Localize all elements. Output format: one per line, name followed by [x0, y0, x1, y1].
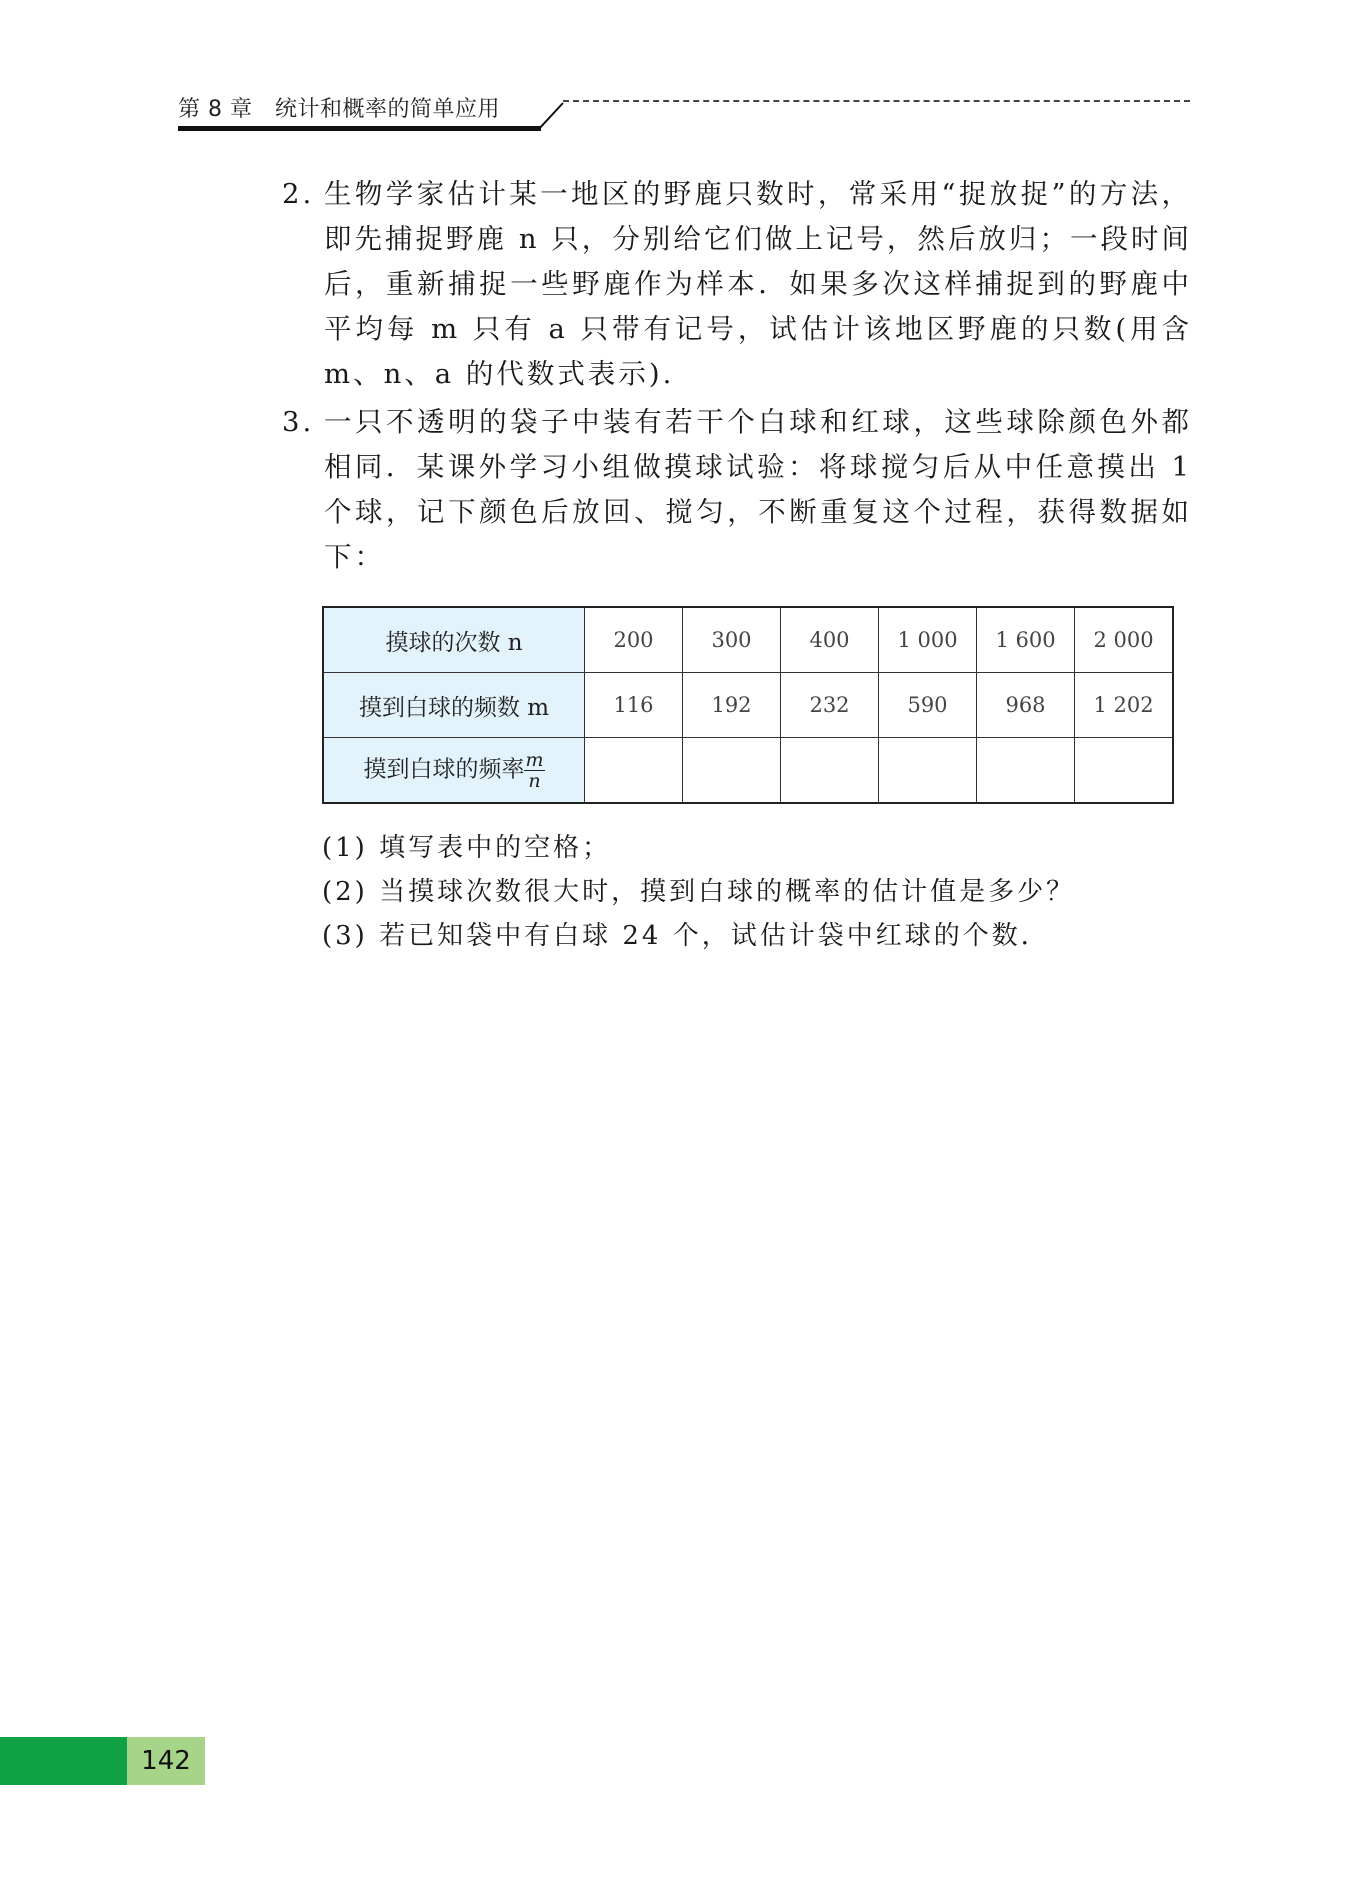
- subquestion-3: (3) 若已知袋中有白球 24 个，试估计袋中红球的个数．: [322, 921, 1050, 951]
- table-row: [323, 673, 1173, 738]
- header-underline: [178, 126, 541, 131]
- fraction-m-over-n: [524, 750, 544, 791]
- header-slash-decoration: [535, 101, 565, 131]
- chapter-header: [178, 88, 1190, 128]
- table-row: [323, 607, 1173, 673]
- row-header-white-frequency: [323, 738, 585, 804]
- question-3: [282, 400, 1192, 580]
- footer-green-bar: [0, 1737, 127, 1785]
- table-cell: 192: [683, 673, 781, 738]
- chapter-title: 第 8 章 统计和概率的简单应用: [178, 97, 500, 122]
- table-cell: 400: [781, 607, 879, 673]
- fraction-numerator: m: [525, 748, 544, 771]
- table-cell: 2 000: [1075, 607, 1174, 673]
- ball-draw-table: [322, 606, 1174, 804]
- table-cell: 968: [977, 673, 1075, 738]
- question-2-text: 生物学家估计某一地区的野鹿只数时，常采用“捉放捉”的方法，即先捕捉野鹿 n 只，分别给它们做上记号，然后放归；一段时间后，重新捕捉一些野鹿作为样本．如果多次这样捕捉到的野鹿中平均每 m 只有 a 只带有记号，试估计该地区野鹿的只数(用含 m、n、a 的代数式表示).: [324, 178, 1192, 390]
- table-cell: 1 600: [977, 607, 1075, 673]
- blank-cell: [879, 738, 977, 804]
- blank-cell: [977, 738, 1075, 804]
- row-header-white-frequency-label: 摸到白球的频率: [363, 756, 525, 782]
- page-number: 142: [127, 1737, 205, 1785]
- blank-cell: [781, 738, 879, 804]
- question-3-number: 3.: [282, 406, 315, 438]
- table-cell: 116: [585, 673, 683, 738]
- row-header-white-count: 摸到白球的频数 m: [323, 673, 585, 738]
- blank-cell: [683, 738, 781, 804]
- question-3-text: 一只不透明的袋子中装有若干个白球和红球，这些球除颜色外都相同．某课外学习小组做摸球试验：将球搅匀后从中任意摸出 1 个球，记下颜色后放回、搅匀，不断重复这个过程，获得数据如下：: [324, 406, 1192, 573]
- question-2: [282, 172, 1192, 397]
- question-2-number: 2.: [282, 178, 315, 210]
- table-cell: 590: [879, 673, 977, 738]
- row-header-draw-count: 摸球的次数 n: [323, 607, 585, 673]
- subquestion-1: (1) 填写表中的空格；: [322, 833, 612, 863]
- table-cell: 232: [781, 673, 879, 738]
- table-row: [323, 738, 1173, 804]
- fraction-denominator: n: [528, 769, 541, 792]
- subquestion-2: (2) 当摸球次数很大时，摸到白球的概率的估计值是多少？: [322, 877, 1076, 907]
- blank-cell: [585, 738, 683, 804]
- table-cell: 1 000: [879, 607, 977, 673]
- blank-cell: [1075, 738, 1174, 804]
- table-cell: 1 202: [1075, 673, 1174, 738]
- table-cell: 300: [683, 607, 781, 673]
- table-cell: 200: [585, 607, 683, 673]
- header-dashed-line: [563, 100, 1190, 102]
